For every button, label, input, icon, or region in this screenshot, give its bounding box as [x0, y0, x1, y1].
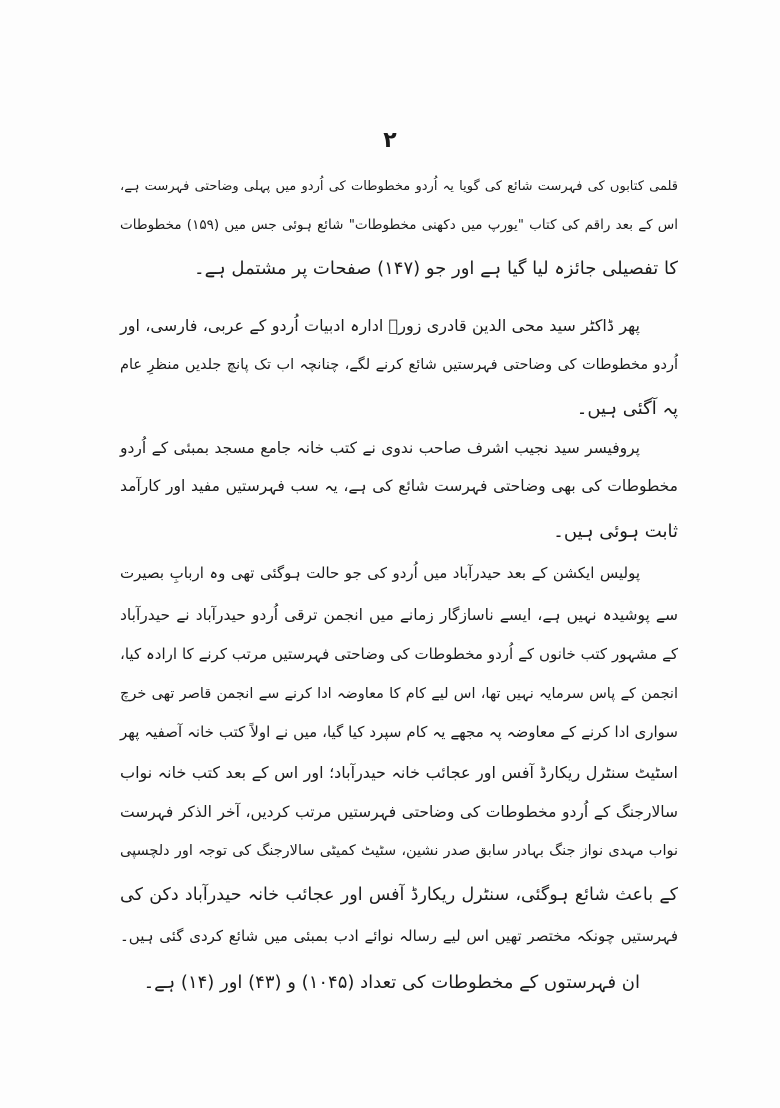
text-line: سے پوشیدہ نہیں ہے، ایسے ناسازگار زمانے میں انجمن ترقی اُردو حیدرآباد نے حیدرآباد [120, 606, 678, 624]
text-line: کے مشہور کتب خانوں کے اُردو مخطوطات کی وضاحتی فہرستیں مرتب کرنے کا ارادہ کیا، [120, 645, 678, 663]
text-line: اسٹیٹ سنٹرل ریکارڈ آفس اور عجائب خانہ حیدرآباد؛ اور اس کے بعد کتب خانہ نواب [120, 763, 678, 782]
text-line: انجمن کے پاس سرمایہ نہیں تھا، اس لیے کام کا معاوضہ ادا کرنے سے انجمن قاصر تھی خرچ [120, 686, 678, 702]
text-line: کا تفصیلی جائزہ لیا گیا ہے اور جو (۱۴۷) صفحات پر مشتمل ہے۔ [194, 258, 678, 279]
text-line: سالارجنگ کے اُردو مخطوطات کی وضاحتی فہرستیں مرتب کردیں، آخر الذکر فہرست [120, 803, 678, 821]
text-line: پولیس ایکشن کے بعد حیدرآباد میں اُردو کی جو حالت ہوگئی تھی وہ اربابِ بصیرت [120, 564, 640, 582]
page-number: ۲ [383, 128, 397, 153]
text-line: پہ آگئی ہیں۔ [576, 398, 678, 419]
text-line: نواب مہدی نواز جنگ بہادر سابق صدر نشین، سٹیٹ کمیٹی سالارجنگ کی توجہ اور دلچسپی [120, 843, 678, 859]
text-line: پروفیسر سید نجیب اشرف صاحب ندوی نے کتب خانہ جامع مسجد بمبئی کے اُردو [120, 439, 640, 457]
text-line: ثابت ہوئی ہیں۔ [553, 521, 678, 542]
text-line: فہرستیں چونکہ مختصر تھیں اس لیے رسالہ نوائے ادب بمبئی میں شائع کردی گئی ہیں۔ [120, 927, 678, 945]
text-line: اس کے بعد راقم کی کتاب "یورپ میں دکھنی مخطوطات" شائع ہوئی جس میں (۱۵۹) مخطوطات [120, 217, 678, 233]
text-line: سواری ادا کرنے کے معاوضہ پہ مجھے یہ کام سپرد کیا گیا، میں نے اولاً کتب خانہ آصفیہ پھر [120, 723, 678, 741]
text-line: کے باعث شائع ہوگئی، سنٹرل ریکارڈ آفس اور عجائب خانہ حیدرآباد دکن کی [120, 885, 678, 905]
text-line: اُردو مخطوطات کی وضاحتی فہرستیں شائع کرنے لگے، چنانچہ اب تک پانچ جلدیں منظرِ عام [120, 357, 678, 373]
text-line: پھر ڈاکٹر سید محی الدین قادری زورؔ ادارہ ادبیات اُردو کے عربی، فارسی، اور [120, 316, 640, 335]
text-line: ان فہرستوں کے مخطوطات کی تعداد (۱۰۴۵) و (۴۳) اور (۱۴) ہے۔ [143, 972, 640, 993]
text-line: مخطوطات کی بھی وضاحتی فہرست شائع کی ہے، یہ سب فہرستیں مفید اور کارآمد [120, 477, 678, 495]
text-line: قلمی کتابوں کی فہرست شائع کی گویا یہ اُردو مخطوطات کی اُردو میں پہلی وضاحتی فہرست ہے، [120, 179, 678, 194]
